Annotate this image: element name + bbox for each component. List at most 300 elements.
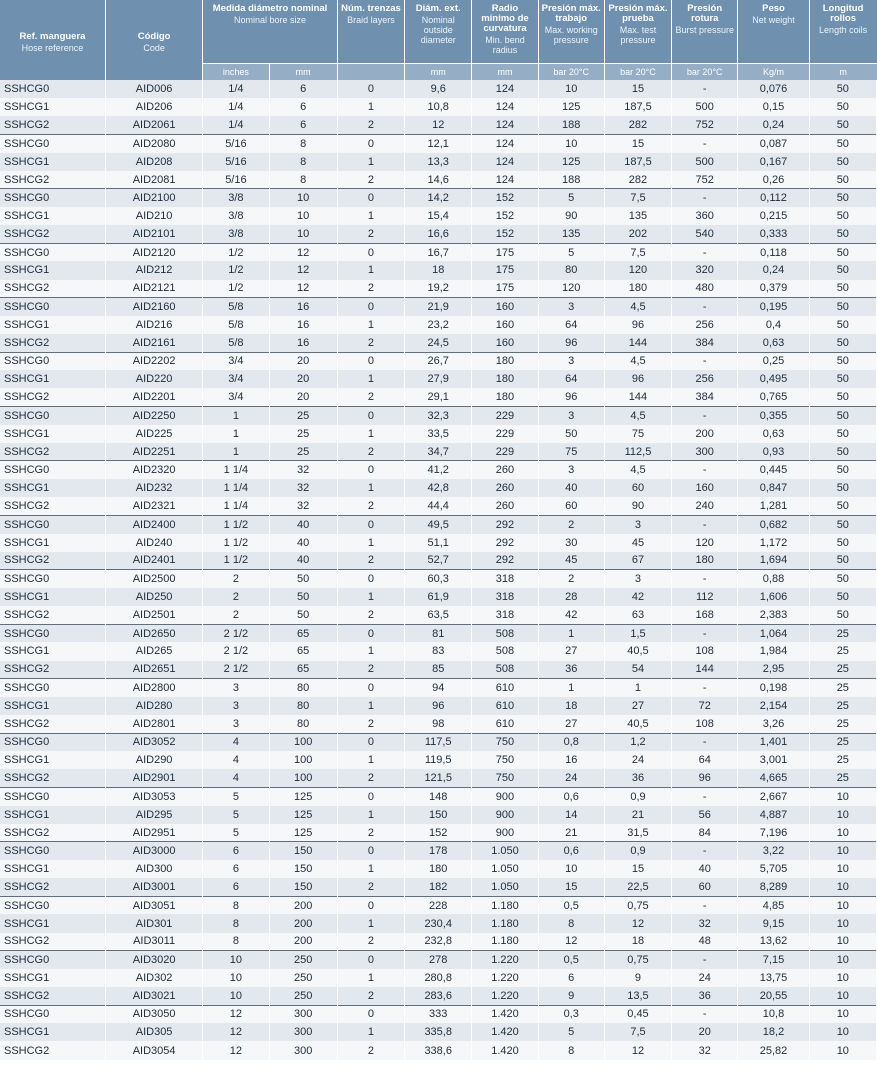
cell-coil-length: 10 [809,951,876,969]
cell-braids: 0 [337,570,404,588]
cell-bend-radius: 508 [472,642,538,660]
cell-burst-pressure: 480 [672,280,738,298]
cell-working-pressure: 15 [538,878,604,896]
cell-braids: 2 [337,497,404,515]
unit-mm-diameter: mm [405,63,472,80]
cell-working-pressure: 8 [538,914,604,932]
cell-coil-length: 10 [809,896,876,914]
table-row [0,606,877,624]
cell-outside-diam: 9,6 [405,80,472,98]
header-en: Braid layers [347,15,395,25]
cell-test-pressure: 36 [604,769,671,787]
cell-hose-ref: SSHCG1 [0,914,105,932]
cell-bore-mm: 10 [269,189,337,207]
cell-weight: 0,195 [738,298,809,316]
cell-outside-diam: 121,5 [405,769,472,787]
cell-test-pressure: 54 [604,661,671,679]
cell-working-pressure: 1 [538,679,604,697]
cell-burst-pressure: - [672,951,738,969]
cell-outside-diam: 52,7 [405,552,472,570]
cell-weight: 25,82 [738,1041,809,1059]
cell-code: AID006 [105,80,202,98]
unit-weight: Kg/m [738,63,809,80]
header-es: Radio mínimo de curvatura [481,3,529,34]
cell-test-pressure: 27 [604,697,671,715]
cell-burst-pressure: - [672,787,738,805]
cell-inches: 4 [203,733,269,751]
cell-hose-ref: SSHCG2 [0,388,105,406]
cell-bore-mm: 65 [269,661,337,679]
cell-hose-ref: SSHCG1 [0,207,105,225]
table-row [0,407,877,425]
cell-bore-mm: 50 [269,588,337,606]
cell-braids: 1 [337,1023,404,1041]
cell-test-pressure: 15 [604,80,671,98]
cell-weight: 0,24 [738,261,809,279]
cell-bend-radius: 160 [472,316,538,334]
cell-coil-length: 10 [809,987,876,1005]
cell-test-pressure: 187,5 [604,153,671,171]
cell-bore-mm: 10 [269,207,337,225]
cell-coil-length: 25 [809,679,876,697]
cell-test-pressure: 96 [604,316,671,334]
cell-test-pressure: 9 [604,969,671,987]
cell-hose-ref: SSHCG2 [0,769,105,787]
table-row [0,624,877,642]
cell-code: AID300 [105,860,202,878]
cell-inches: 5 [203,806,269,824]
table-row [0,951,877,969]
cell-bend-radius: 750 [472,733,538,751]
cell-working-pressure: 0,8 [538,733,604,751]
table-row [0,261,877,279]
table-row [0,751,877,769]
cell-working-pressure: 9 [538,987,604,1005]
cell-code: AID210 [105,207,202,225]
cell-bend-radius: 152 [472,225,538,243]
cell-bend-radius: 318 [472,588,538,606]
cell-weight: 0,765 [738,388,809,406]
cell-braids: 2 [337,225,404,243]
table-row [0,1005,877,1023]
cell-test-pressure: 31,5 [604,824,671,842]
header-es: Presión rotura [687,3,723,24]
cell-bore-mm: 300 [269,1023,337,1041]
cell-code: AID3011 [105,933,202,951]
cell-test-pressure: 15 [604,860,671,878]
cell-test-pressure: 282 [604,116,671,134]
cell-braids: 2 [337,606,404,624]
cell-hose-ref: SSHCG2 [0,878,105,896]
cell-outside-diam: 152 [405,824,472,842]
cell-working-pressure: 125 [538,153,604,171]
cell-bend-radius: 152 [472,189,538,207]
cell-bend-radius: 610 [472,715,538,733]
cell-burst-pressure: 300 [672,443,738,461]
cell-weight: 1,172 [738,534,809,552]
cell-coil-length: 25 [809,733,876,751]
cell-bend-radius: 1.050 [472,860,538,878]
cell-test-pressure: 24 [604,751,671,769]
cell-code: AID240 [105,534,202,552]
cell-bend-radius: 1.180 [472,933,538,951]
cell-working-pressure: 80 [538,261,604,279]
cell-outside-diam: 60,3 [405,570,472,588]
cell-bore-mm: 50 [269,606,337,624]
cell-burst-pressure: 180 [672,552,738,570]
cell-bend-radius: 180 [472,370,538,388]
cell-hose-ref: SSHCG0 [0,1005,105,1023]
cell-weight: 20,55 [738,987,809,1005]
cell-weight: 0,15 [738,98,809,116]
table-row [0,116,877,134]
cell-hose-ref: SSHCG2 [0,116,105,134]
cell-bore-mm: 200 [269,914,337,932]
cell-working-pressure: 188 [538,171,604,189]
cell-inches: 12 [203,1041,269,1059]
cell-outside-diam: 81 [405,624,472,642]
cell-test-pressure: 0,9 [604,842,671,860]
cell-inches: 1/2 [203,243,269,261]
cell-weight: 18,2 [738,1023,809,1041]
cell-coil-length: 10 [809,860,876,878]
cell-inches: 5 [203,787,269,805]
cell-burst-pressure: 360 [672,207,738,225]
cell-bore-mm: 80 [269,679,337,697]
cell-braids: 0 [337,243,404,261]
cell-hose-ref: SSHCG0 [0,298,105,316]
cell-burst-pressure: 108 [672,642,738,660]
cell-coil-length: 50 [809,443,876,461]
cell-code: AID2161 [105,334,202,352]
cell-bore-mm: 250 [269,969,337,987]
cell-bend-radius: 229 [472,443,538,461]
cell-test-pressure: 45 [604,534,671,552]
cell-braids: 2 [337,1041,404,1059]
cell-inches: 1 1/4 [203,461,269,479]
cell-bend-radius: 1.220 [472,951,538,969]
cell-weight: 0,087 [738,134,809,152]
cell-burst-pressure: 36 [672,987,738,1005]
cell-working-pressure: 40 [538,479,604,497]
cell-burst-pressure: - [672,679,738,697]
cell-code: AID2101 [105,225,202,243]
cell-weight: 0,198 [738,679,809,697]
cell-bend-radius: 180 [472,352,538,370]
cell-outside-diam: 14,6 [405,171,472,189]
cell-test-pressure: 60 [604,479,671,497]
cell-bore-mm: 16 [269,298,337,316]
cell-braids: 0 [337,352,404,370]
cell-outside-diam: 13,3 [405,153,472,171]
cell-bore-mm: 16 [269,316,337,334]
cell-coil-length: 10 [809,933,876,951]
cell-working-pressure: 120 [538,280,604,298]
cell-bend-radius: 180 [472,388,538,406]
cell-bore-mm: 100 [269,733,337,751]
cell-coil-length: 50 [809,316,876,334]
cell-code: AID2251 [105,443,202,461]
cell-test-pressure: 180 [604,280,671,298]
cell-test-pressure: 18 [604,933,671,951]
table-row [0,534,877,552]
cell-inches: 8 [203,933,269,951]
cell-hose-ref: SSHCG0 [0,515,105,533]
cell-bend-radius: 1.180 [472,896,538,914]
cell-bend-radius: 124 [472,116,538,134]
cell-coil-length: 50 [809,171,876,189]
cell-braids: 1 [337,914,404,932]
cell-coil-length: 50 [809,479,876,497]
table-row [0,388,877,406]
cell-burst-pressure: - [672,407,738,425]
cell-outside-diam: 34,7 [405,443,472,461]
cell-code: AID220 [105,370,202,388]
cell-braids: 0 [337,515,404,533]
cell-weight: 0,26 [738,171,809,189]
cell-inches: 1 [203,443,269,461]
cell-weight: 0,215 [738,207,809,225]
cell-working-pressure: 14 [538,806,604,824]
cell-hose-ref: SSHCG2 [0,443,105,461]
cell-burst-pressure: 84 [672,824,738,842]
cell-hose-ref: SSHCG1 [0,316,105,334]
table-row [0,316,877,334]
cell-bore-mm: 25 [269,425,337,443]
cell-coil-length: 50 [809,461,876,479]
cell-test-pressure: 1,2 [604,733,671,751]
table-row [0,80,877,98]
cell-outside-diam: 24,5 [405,334,472,352]
cell-test-pressure: 22,5 [604,878,671,896]
cell-working-pressure: 21 [538,824,604,842]
cell-outside-diam: 33,5 [405,425,472,443]
cell-bend-radius: 750 [472,769,538,787]
cell-outside-diam: 119,5 [405,751,472,769]
cell-burst-pressure: 20 [672,1023,738,1041]
table-row [0,896,877,914]
cell-hose-ref: SSHCG2 [0,606,105,624]
cell-bore-mm: 150 [269,842,337,860]
cell-coil-length: 50 [809,98,876,116]
cell-inches: 4 [203,769,269,787]
cell-inches: 3 [203,715,269,733]
cell-outside-diam: 278 [405,951,472,969]
cell-test-pressure: 42 [604,588,671,606]
cell-bend-radius: 292 [472,552,538,570]
cell-hose-ref: SSHCG2 [0,552,105,570]
cell-bend-radius: 900 [472,806,538,824]
cell-code: AID302 [105,969,202,987]
cell-braids: 0 [337,787,404,805]
cell-code: AID2501 [105,606,202,624]
cell-working-pressure: 3 [538,461,604,479]
cell-bend-radius: 124 [472,134,538,152]
table-row [0,515,877,533]
cell-bore-mm: 32 [269,461,337,479]
cell-bend-radius: 124 [472,80,538,98]
cell-braids: 2 [337,878,404,896]
cell-coil-length: 50 [809,243,876,261]
cell-code: AID2801 [105,715,202,733]
cell-bend-radius: 175 [472,280,538,298]
cell-hose-ref: SSHCG1 [0,806,105,824]
cell-working-pressure: 30 [538,534,604,552]
cell-test-pressure: 187,5 [604,98,671,116]
cell-outside-diam: 280,8 [405,969,472,987]
cell-hose-ref: SSHCG1 [0,588,105,606]
cell-working-pressure: 10 [538,860,604,878]
cell-braids: 0 [337,134,404,152]
cell-coil-length: 50 [809,280,876,298]
cell-hose-ref: SSHCG1 [0,153,105,171]
table-row [0,860,877,878]
cell-bore-mm: 8 [269,134,337,152]
cell-test-pressure: 202 [604,225,671,243]
cell-inches: 4 [203,751,269,769]
cell-coil-length: 50 [809,552,876,570]
cell-inches: 5/16 [203,171,269,189]
cell-code: AID3050 [105,1005,202,1023]
cell-burst-pressure: 384 [672,388,738,406]
cell-coil-length: 25 [809,661,876,679]
table-row [0,225,877,243]
cell-weight: 0,24 [738,116,809,134]
cell-test-pressure: 40,5 [604,715,671,733]
cell-inches: 3/4 [203,370,269,388]
cell-braids: 0 [337,951,404,969]
cell-test-pressure: 40,5 [604,642,671,660]
cell-coil-length: 10 [809,824,876,842]
cell-hose-ref: SSHCG1 [0,969,105,987]
cell-bore-mm: 25 [269,443,337,461]
cell-weight: 4,887 [738,806,809,824]
header-en: Nominal outside diameter [420,15,456,45]
cell-braids: 1 [337,751,404,769]
cell-code: AID250 [105,588,202,606]
cell-working-pressure: 27 [538,642,604,660]
cell-braids: 0 [337,189,404,207]
cell-working-pressure: 125 [538,98,604,116]
header-code [105,0,202,80]
cell-braids: 1 [337,697,404,715]
table-row [0,243,877,261]
cell-working-pressure: 1 [538,624,604,642]
cell-working-pressure: 188 [538,116,604,134]
cell-hose-ref: SSHCG1 [0,425,105,443]
cell-outside-diam: 12 [405,116,472,134]
cell-weight: 5,705 [738,860,809,878]
cell-inches: 1 1/2 [203,552,269,570]
cell-burst-pressure: 240 [672,497,738,515]
cell-bore-mm: 250 [269,987,337,1005]
table-row [0,352,877,370]
cell-bend-radius: 318 [472,570,538,588]
table-row [0,497,877,515]
cell-working-pressure: 3 [538,352,604,370]
cell-working-pressure: 2 [538,570,604,588]
cell-weight: 0,112 [738,189,809,207]
header-en: Max. test pressure [619,25,657,45]
header-es: Ref. manguera [19,30,86,42]
header-net-weight [738,0,809,63]
table-row [0,189,877,207]
cell-burst-pressure: 320 [672,261,738,279]
cell-test-pressure: 7,5 [604,1023,671,1041]
cell-weight: 2,667 [738,787,809,805]
cell-inches: 2 [203,570,269,588]
cell-working-pressure: 75 [538,443,604,461]
cell-code: AID216 [105,316,202,334]
cell-bend-radius: 160 [472,334,538,352]
cell-coil-length: 50 [809,407,876,425]
cell-coil-length: 50 [809,116,876,134]
header-es: Medida diámetro nominal [212,3,328,14]
cell-outside-diam: 180 [405,860,472,878]
cell-braids: 2 [337,933,404,951]
cell-braids: 1 [337,534,404,552]
cell-weight: 0,118 [738,243,809,261]
table-row [0,987,877,1005]
cell-outside-diam: 63,5 [405,606,472,624]
cell-working-pressure: 0,3 [538,1005,604,1023]
cell-working-pressure: 96 [538,334,604,352]
cell-bend-radius: 318 [472,606,538,624]
cell-bend-radius: 124 [472,98,538,116]
cell-weight: 1,281 [738,497,809,515]
cell-coil-length: 50 [809,80,876,98]
cell-braids: 0 [337,733,404,751]
cell-inches: 1 1/2 [203,534,269,552]
cell-test-pressure: 12 [604,1041,671,1059]
cell-hose-ref: SSHCG1 [0,479,105,497]
cell-weight: 1,064 [738,624,809,642]
cell-inches: 2 1/2 [203,642,269,660]
cell-coil-length: 10 [809,842,876,860]
cell-working-pressure: 36 [538,661,604,679]
cell-code: AID208 [105,153,202,171]
cell-outside-diam: 16,6 [405,225,472,243]
cell-hose-ref: SSHCG0 [0,461,105,479]
cell-hose-ref: SSHCG0 [0,951,105,969]
cell-hose-ref: SSHCG2 [0,334,105,352]
cell-outside-diam: 44,4 [405,497,472,515]
header-nominal-bore [203,0,338,63]
cell-code: AID212 [105,261,202,279]
cell-inches: 5/8 [203,298,269,316]
cell-braids: 2 [337,334,404,352]
cell-hose-ref: SSHCG0 [0,243,105,261]
cell-hose-ref: SSHCG2 [0,661,105,679]
cell-working-pressure: 0,6 [538,842,604,860]
cell-burst-pressure: - [672,298,738,316]
cell-bend-radius: 508 [472,624,538,642]
cell-braids: 0 [337,298,404,316]
cell-braids: 1 [337,969,404,987]
cell-burst-pressure: - [672,624,738,642]
cell-coil-length: 25 [809,697,876,715]
cell-hose-ref: SSHCG0 [0,896,105,914]
cell-code: AID206 [105,98,202,116]
cell-bore-mm: 40 [269,515,337,533]
unit-bar-working: bar 20°C [538,63,604,80]
cell-code: AID3052 [105,733,202,751]
cell-working-pressure: 12 [538,933,604,951]
cell-inches: 1/4 [203,80,269,98]
cell-code: AID2651 [105,661,202,679]
table-row [0,153,877,171]
cell-braids: 1 [337,98,404,116]
